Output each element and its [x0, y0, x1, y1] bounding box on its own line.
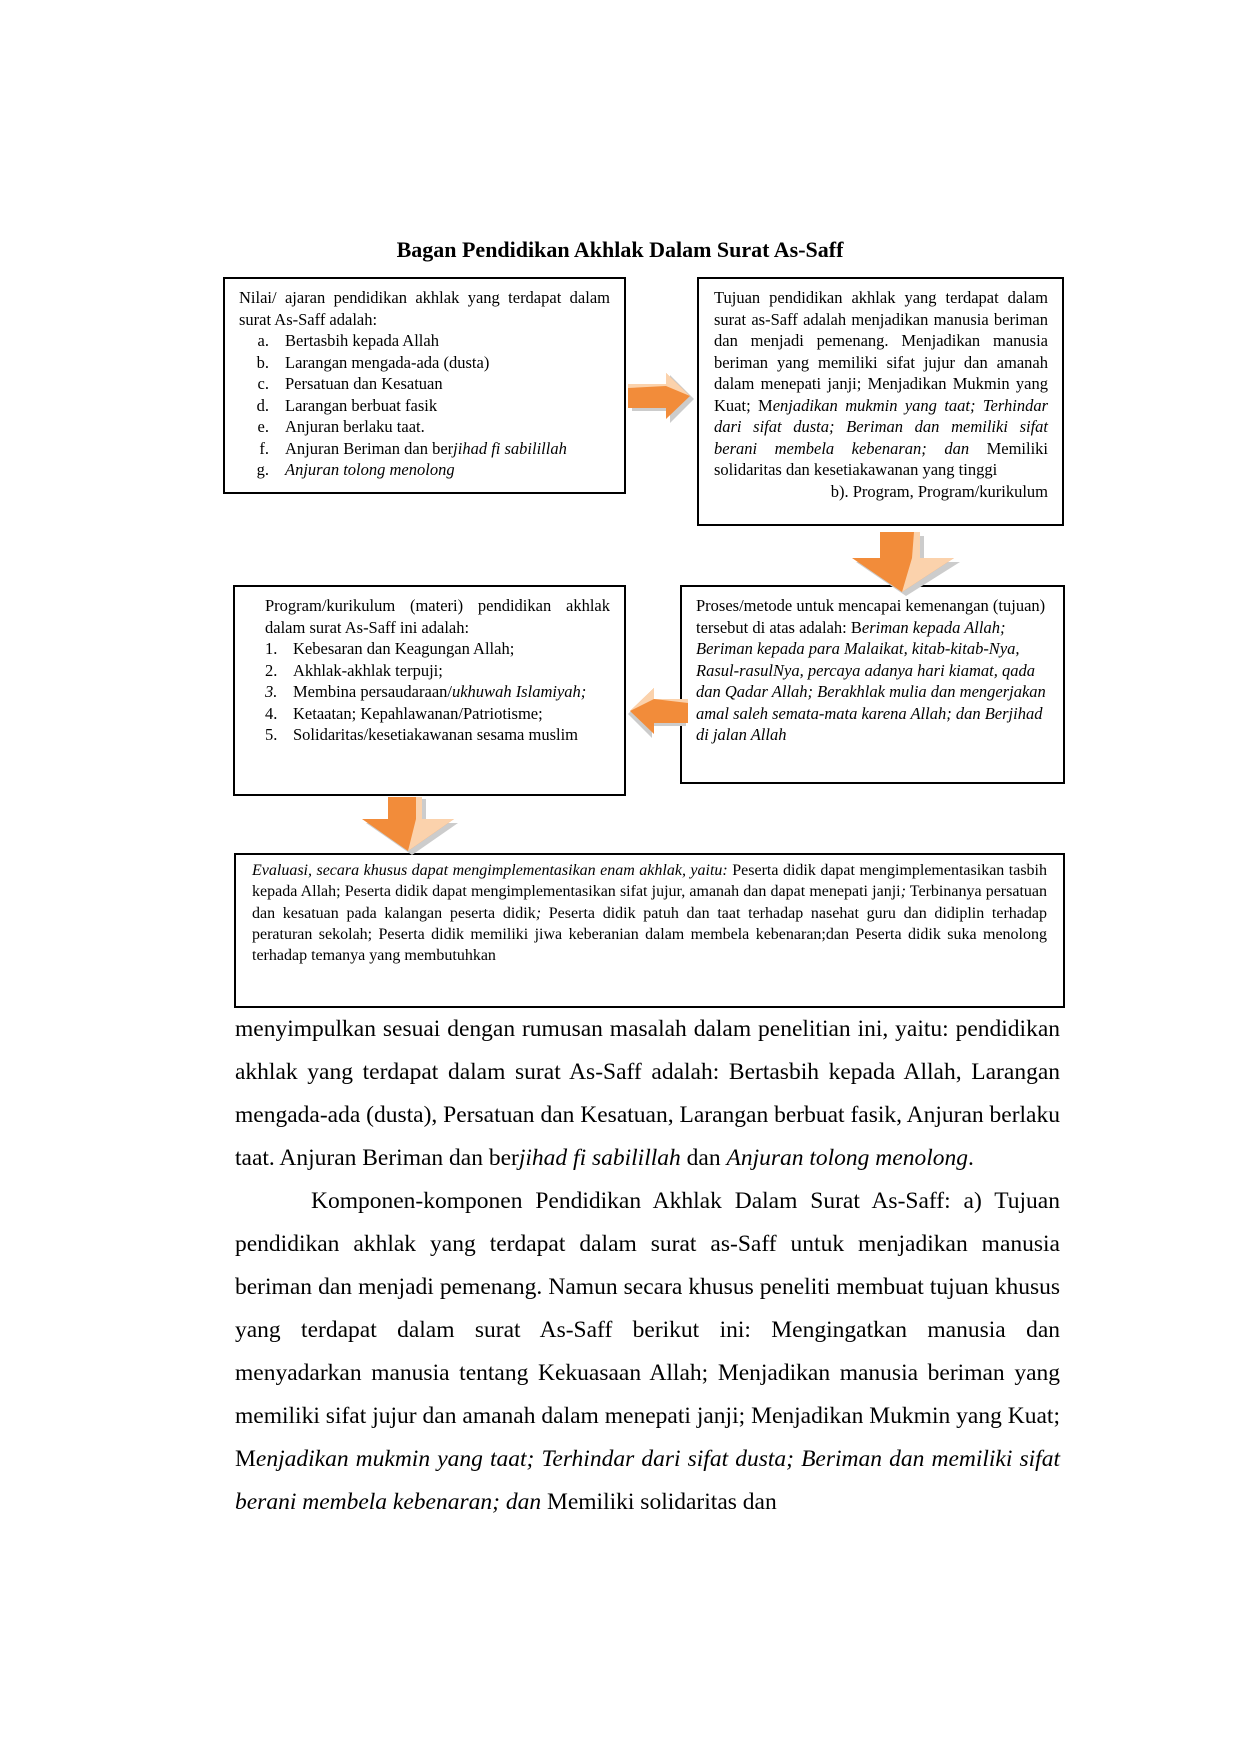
list-item — [239, 416, 610, 438]
text-run: Peserta didik dapat mengimplementasikan tasbih kepada Allah; Peserta didik dapat mengimplementasikan sifat jujur, amanah dan dapat menepati janji — [252, 862, 1048, 901]
list-marker: a. — [257, 331, 269, 350]
paragraph — [235, 1008, 1060, 1180]
list-item — [265, 681, 610, 703]
list-item — [239, 395, 610, 417]
diagram-title: Bagan Pendidikan Akhlak Dalam Surat As-Saff — [396, 237, 844, 262]
text-run: Proses/metode untuk mencapai kemenangan (tujuan) tersebut di atas adalah: B — [696, 596, 1046, 637]
arrow-down-icon — [852, 532, 964, 598]
text-run: Larangan berbuat fasik — [285, 395, 438, 415]
list-item — [239, 459, 610, 481]
text-run: Kebesaran dan Keagungan Allah; — [293, 639, 515, 658]
list-item — [239, 352, 610, 374]
text-run: Anjuran berlaku taat. — [285, 417, 425, 436]
list-marker: b. — [256, 352, 269, 372]
list-item-text — [285, 330, 610, 352]
list-item-text — [285, 416, 610, 438]
text-run: Komponen-komponen Pendidikan Akhlak Dalam Surat As-Saff: a) Tujuan pendidikan akhlak yang terdapat dalam surat as-Saff untuk menjadikan manusia beriman dan menjadi pemenang. Namun secara khusus peneliti membuat tujuan khusus yang terdapat dalam surat As-Saff berikut ini: Mengingatkan manusia dan menyadarkan manusia tentang Kekuasaan Allah; Menjadikan manusia beriman yang memiliki sifat jujur dan amanah dalam menepati janji; Menjadikan Mukmin yang Kuat; M — [235, 1188, 1060, 1472]
list-marker: d. — [256, 395, 269, 415]
list-item — [265, 724, 610, 746]
text-run: Tujuan pendidikan akhlak yang terdapat dalam surat as-Saff adalah menjadikan manusia beriman dan menjadi pemenang. Menjadikan manusia beriman yang memiliki sifat jujur dan amanah dalam menepati janji; Menjadikan Mukmin yang Kuat; M — [714, 288, 1048, 415]
box-proses-text — [696, 595, 1049, 746]
text-run: eriman kepada Allah; Beriman kepada para Malaikat, kitab-kitab-Nya, Rasul-rasulNya, percaya adanya hari kiamat, qada dan Qadar Allah; Berakhlak mulia dan mengerjakan amal saleh semata-mata karena Allah; dan Berjihad di jalan Allah — [696, 617, 1046, 744]
text-run: Evaluasi, secara khusus dapat mengimplementasikan enam akhlak, yaitu: — [252, 862, 728, 879]
list-item-text — [293, 660, 610, 682]
text-run: jihad fi sabilillah — [518, 1145, 681, 1171]
list-item — [265, 638, 610, 660]
text-run: Akhlak-akhlak terpuji; — [293, 660, 443, 680]
box-proses-metode — [680, 585, 1065, 784]
list-item — [265, 703, 610, 725]
paragraph — [235, 1180, 1060, 1524]
box-tujuan-text — [714, 287, 1048, 481]
text-run: ; — [535, 904, 542, 922]
box-nilai-intro: Nilai/ ajaran pendidikan akhlak yang terdapat dalam surat As-Saff adalah: — [239, 288, 610, 329]
text-run: Memiliki solidaritas dan kesetiakawanan yang tinggi — [714, 438, 1049, 479]
text-run: Anjuran Beriman dan ber — [285, 438, 454, 458]
text-run: Membina persaudaraan/ — [293, 682, 452, 701]
program-list — [265, 638, 610, 746]
text-run: Bertasbih kepada Allah — [285, 331, 439, 350]
text-run: enjadikan mukmin yang taat; Terhindar dari sifat dusta; Beriman dan memiliki sifat berani membela kebenaran; dan — [714, 395, 1048, 458]
list-item-text — [285, 352, 610, 374]
list-item-text — [293, 724, 610, 746]
text-run: Peserta didik patuh dan taat terhadap nasehat guru dan didiplin terhadap peraturan sekolah; Peserta didik memiliki jiwa keberanian dalam membela kebenaran;dan Peserta didik suka menolong terhadap temanya yang membutuhkan — [252, 904, 1047, 965]
box-evaluasi — [234, 853, 1065, 1008]
list-item — [239, 330, 610, 352]
list-marker: 4. — [265, 703, 278, 723]
list-item — [239, 438, 610, 460]
list-item-text — [293, 681, 610, 703]
box-evaluasi-text — [252, 860, 1047, 966]
box-program-kurikulum — [233, 585, 626, 796]
list-marker: 5. — [265, 725, 278, 744]
list-marker: 3. — [265, 682, 278, 701]
list-item-text — [285, 459, 610, 481]
list-marker: c. — [257, 374, 269, 393]
text-run: menyimpulkan sesuai dengan rumusan masalah dalam penelitian ini, yaitu: pendidikan akhlak yang terdapat dalam surat As-Saff adalah: Bertasbih kepada Allah, Larangan mengada-ada (dusta), Persatuan dan Kesatuan, Larangan berbuat fasik, Anjuran berlaku taat. Anjuran Beriman dan ber — [235, 1016, 1060, 1171]
text-run: jihad fi sabilillah — [453, 438, 567, 458]
text-run: dan — [680, 1145, 727, 1171]
arrow-down-icon — [362, 797, 462, 857]
text-run: Solidaritas/kesetiakawanan sesama muslim — [293, 725, 579, 744]
text-run: Ketaatan; Kepahlawanan/Patriotisme; — [293, 703, 543, 723]
text-run: Memiliki solidaritas dan — [541, 1489, 777, 1515]
text-run: Terbinanya persatuan dan kesatuan pada kalangan peserta didik — [252, 883, 1048, 922]
text-run: Anjuran tolong menolong — [726, 1145, 968, 1171]
box-program-intro: Program/kurikulum (materi) pendidikan akhlak dalam surat As-Saff ini adalah: — [265, 596, 610, 637]
box-tujuan-overflow: b). Program, Program/kurikulum — [830, 481, 1048, 501]
nilai-list — [239, 330, 610, 481]
box-nilai-ajaran — [223, 277, 626, 494]
text-run: ukhuwah Islamiyah; — [451, 682, 587, 701]
text-run: Larangan mengada-ada (dusta) — [285, 352, 490, 372]
box-tujuan — [697, 277, 1064, 526]
list-marker: 2. — [265, 660, 278, 680]
list-item-text — [285, 395, 610, 417]
text-run: ; — [900, 883, 906, 901]
list-item-text — [285, 438, 610, 460]
list-item-text — [285, 373, 610, 395]
body-text — [235, 1008, 1060, 1524]
arrow-right-icon — [624, 372, 696, 424]
list-marker: f. — [259, 438, 269, 458]
list-item-text — [293, 703, 610, 725]
text-run: enjadikan mukmin yang taat; Terhindar dari sifat dusta; Beriman dan memiliki sifat berani membela kebenaran; dan — [235, 1446, 1060, 1515]
list-marker: e. — [257, 417, 269, 436]
list-marker: g. — [256, 460, 269, 479]
list-item-text — [293, 638, 610, 660]
list-item — [265, 660, 610, 682]
list-item — [239, 373, 610, 395]
arrow-left-icon — [626, 687, 690, 739]
text-run: . — [968, 1145, 974, 1171]
text-run: Anjuran tolong menolong — [285, 460, 455, 479]
list-marker: 1. — [265, 639, 278, 658]
text-run: Persatuan dan Kesatuan — [285, 374, 443, 393]
